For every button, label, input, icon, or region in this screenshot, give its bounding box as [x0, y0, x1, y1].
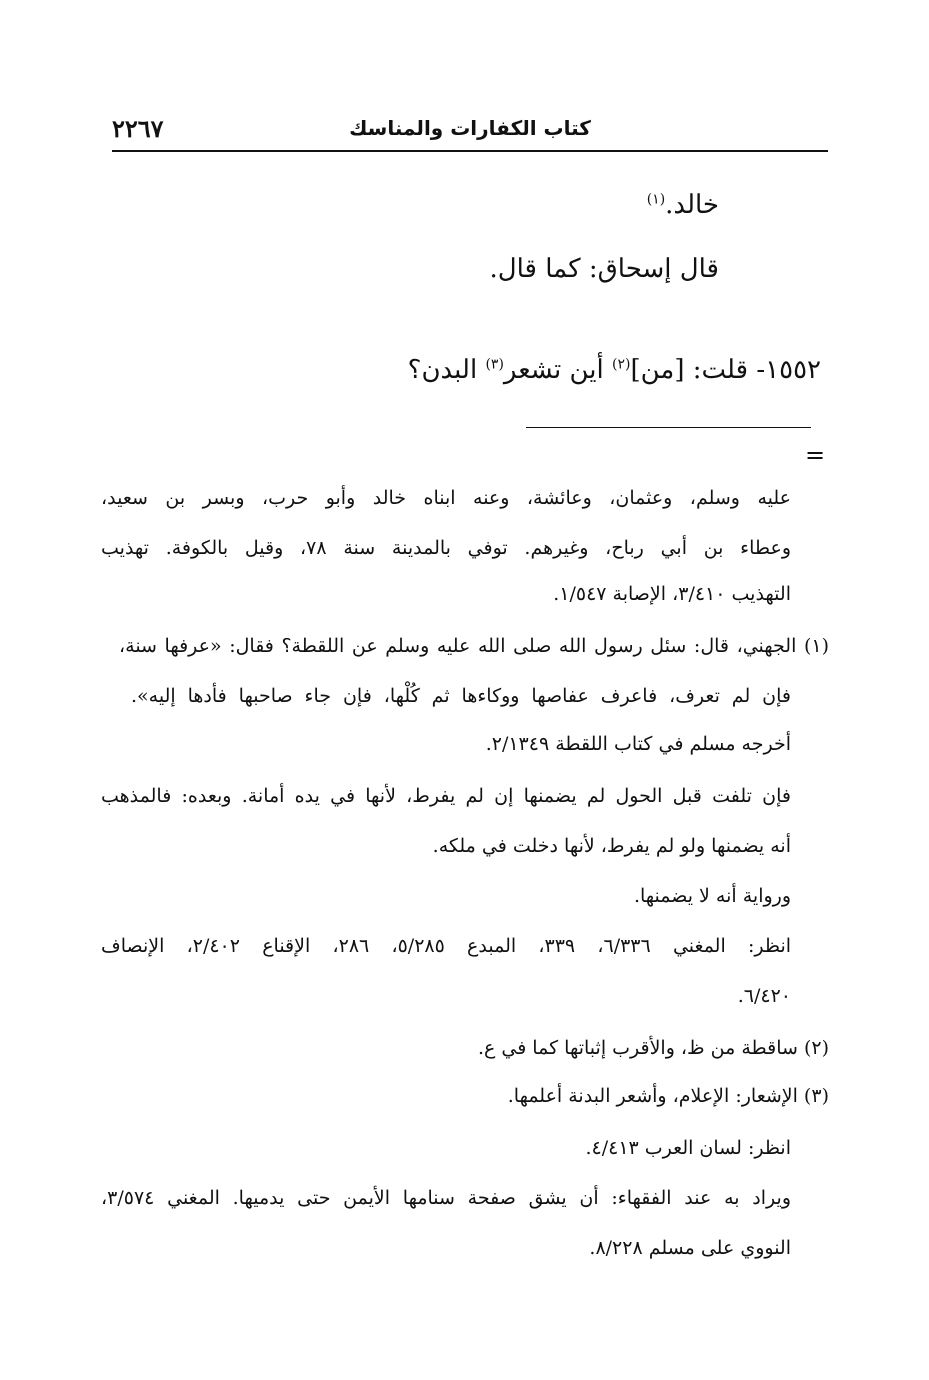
footnote-ref: (٣) — [485, 356, 504, 373]
footnote-line: التهذيب ٣/٤١٠، الإصابة ١/٥٤٧. — [553, 583, 791, 605]
footnote-line: أنه يضمنها ولو لم يفرط، لأنها دخلت في ملكه. — [432, 835, 791, 857]
main-text: خالد. — [665, 190, 719, 220]
main-text: البدن؟ — [407, 355, 486, 385]
footnote-line: (٣) الإشعار: الإعلام، وأشعر البدنة أعلمها. — [507, 1085, 829, 1107]
footnote-ref: (١) — [646, 191, 666, 208]
footnote-line: ويراد به عند الفقهاء: أن يشق صفحة سنامها الأيمن حتى يدميها. المغني ٣/٥٧٤، — [101, 1187, 791, 1209]
page-header — [112, 112, 828, 150]
header-rule — [112, 150, 828, 152]
main-text-line — [489, 254, 719, 284]
page-number: ٢٢٦٧ — [112, 114, 164, 143]
footnote-separator — [526, 427, 811, 428]
footnote-line: انظر: لسان العرب ٤/٤١٣. — [585, 1137, 791, 1159]
footnote-line: ٦/٤٢٠. — [737, 985, 791, 1007]
footnote-line: (٢) ساقطة من ظ، والأقرب إثباتها كما في ع. — [477, 1037, 829, 1059]
question-line — [408, 355, 821, 385]
question-number: ١٥٥٢- قلت: [من] — [630, 355, 821, 385]
footnote-line: ورواية أنه لا يضمنها. — [633, 885, 791, 907]
continued-marker: = — [805, 441, 826, 469]
footnote-line: أخرجه مسلم في كتاب اللقطة ٢/١٣٤٩. — [485, 733, 791, 755]
footnote-line: (١) الجهني، قال: سئل رسول الله صلى الله عليه وسلم عن اللقطة؟ فقال: «عرفها سنة، — [119, 635, 829, 657]
footnote-line: عليه وسلم، وعثمان، وعائشة، وعنه ابناه خالد وأبو حرب، وبسر بن سعيد، — [101, 487, 791, 509]
main-text: أين تشعر — [503, 355, 613, 385]
running-title: كتاب الكفارات والمناسك — [349, 116, 591, 140]
main-text: قال إسحاق: كما قال. — [489, 254, 719, 284]
footnote-ref: (٢) — [612, 356, 631, 373]
footnote-line: فإن تلفت قبل الحول لم يضمنها إن لم يفرط، لأنها في يده أمانة. وبعده: فالمذهب — [101, 785, 791, 807]
footnote-line: فإن لم تعرف، فاعرف عفاصها ووكاءها ثم كُلْها، فإن جاء صاحبها فأدها إليه». — [131, 685, 791, 707]
main-text-line — [647, 190, 719, 220]
footnote-line: انظر: المغني ٦/٣٣٦، ٣٣٩، المبدع ٥/٢٨٥، ٢٨٦، الإقناع ٢/٤٠٢، الإنصاف — [101, 935, 792, 957]
footnote-line: وعطاء بن أبي رباح، وغيرهم. توفي بالمدينة سنة ٧٨، وقيل بالكوفة. تهذيب — [101, 537, 792, 559]
footnote-line: النووي على مسلم ٨/٢٢٨. — [589, 1237, 791, 1259]
